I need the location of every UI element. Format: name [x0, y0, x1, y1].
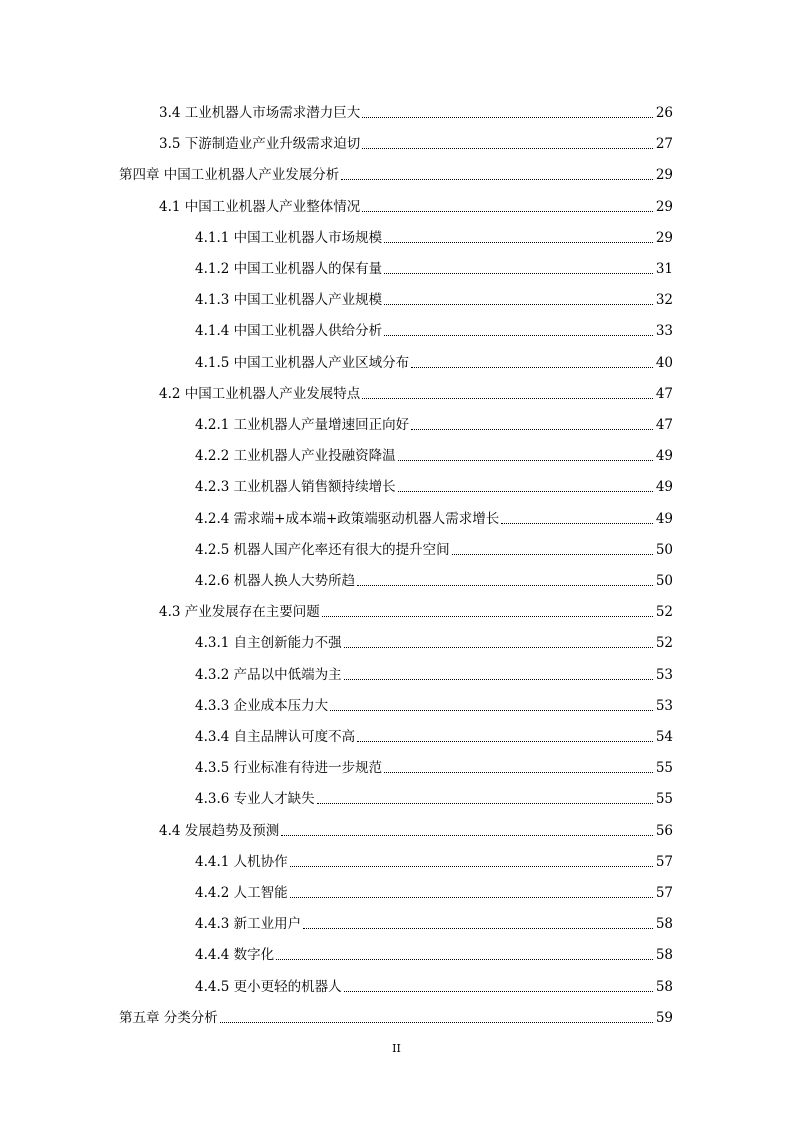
toc-entry[interactable]	[159, 131, 673, 153]
toc-entry-page: 55	[655, 791, 673, 808]
toc-entry-title: 4.2.1 工业机器人产量增速回正向好	[195, 417, 410, 433]
toc-dot-leader	[341, 179, 653, 180]
toc-dot-leader	[220, 1022, 653, 1023]
toc-entry[interactable]	[195, 974, 673, 996]
toc-dot-leader	[411, 367, 653, 368]
toc-entry-title: 4.1.2 中国工业机器人的保有量	[195, 261, 383, 277]
toc-entry[interactable]	[195, 911, 673, 933]
toc-entry-title: 4.1.4 中国工业机器人供给分析	[195, 323, 383, 340]
toc-entry-page: 53	[655, 666, 673, 683]
toc-entry-page: 58	[655, 916, 673, 933]
toc-entry[interactable]	[195, 318, 673, 340]
toc-entry-page: 53	[655, 697, 673, 714]
toc-entry-title: 第四章 中国工业机器人产业发展分析	[119, 167, 340, 184]
toc-entry-page: 49	[655, 448, 673, 465]
toc-entry-title: 4.4.2 人工智能	[195, 885, 288, 901]
toc-entry-page: 49	[655, 479, 673, 496]
toc-entry-page: 29	[655, 167, 673, 184]
toc-entry-page: 49	[655, 510, 673, 527]
toc-dot-leader	[384, 242, 653, 243]
toc-entry-title: 4.1.1 中国工业机器人市场规模	[195, 229, 383, 246]
toc-entry-page: 29	[655, 198, 673, 215]
toc-dot-leader	[344, 991, 653, 992]
toc-entry-title: 3.5 下游制造业产业升级需求迫切	[159, 136, 361, 153]
toc-entry-title: 4.1.3 中国工业机器人产业规模	[195, 292, 383, 309]
toc-dot-leader	[362, 117, 653, 118]
toc-dot-leader	[384, 304, 653, 305]
toc-entry-page: 54	[655, 729, 673, 745]
toc-entry-title: 4.2 中国工业机器人产业发展特点	[159, 385, 361, 402]
toc-entry[interactable]	[195, 880, 673, 902]
toc-entry[interactable]	[195, 724, 673, 746]
toc-entry[interactable]	[195, 537, 673, 559]
toc-entry-title: 4.3.2 产品以中低端为主	[195, 666, 342, 683]
toc-entry[interactable]	[119, 1005, 673, 1027]
toc-entry-title: 3.4 工业机器人市场需求潜力巨大	[159, 105, 361, 121]
toc-entry-title: 4.2.2 工业机器人产业投融资降温	[195, 448, 396, 465]
toc-dot-leader	[398, 460, 653, 461]
toc-dot-leader	[317, 803, 653, 804]
toc-entry[interactable]	[195, 506, 673, 528]
toc-dot-leader	[276, 959, 653, 960]
toc-entry-title: 4.4.4 数字化	[195, 947, 275, 964]
toc-entry-title: 第五章 分类分析	[119, 1009, 218, 1026]
toc-entry-title: 4.2.3 工业机器人销售额持续增长	[195, 479, 396, 496]
toc-entry-page: 27	[655, 136, 673, 153]
toc-entry-page: 50	[655, 541, 673, 558]
toc-entry-page: 55	[655, 760, 673, 777]
toc-entry[interactable]	[159, 381, 673, 403]
toc-entry-page: 59	[655, 1009, 673, 1026]
toc-entry[interactable]	[195, 287, 673, 309]
toc-entry-title: 4.4.3 新工业用户	[195, 916, 302, 933]
toc-dot-leader	[322, 616, 653, 617]
toc-dot-leader	[384, 335, 653, 336]
toc-entry-title: 4.1.5 中国工业机器人产业区域分布	[195, 354, 410, 371]
toc-entry-page: 56	[655, 822, 673, 839]
toc-entry-page: 31	[655, 261, 673, 277]
toc-dot-leader	[384, 772, 653, 773]
toc-dot-leader	[357, 741, 653, 742]
toc-entry-title: 4.2.4 需求端+成本端+政策端驱动机器人需求增长	[195, 510, 500, 527]
toc-entry-page: 58	[655, 947, 673, 964]
toc-entry-title: 4.1 中国工业机器人产业整体情况	[159, 198, 361, 215]
toc-entry-title: 4.3.5 行业标准有待进一步规范	[195, 760, 383, 777]
toc-entry-page: 52	[655, 604, 673, 621]
toc-entry[interactable]	[195, 693, 673, 715]
toc-entry-title: 4.3 产业发展存在主要问题	[159, 604, 320, 621]
toc-entry[interactable]	[195, 755, 673, 777]
toc-entry-title: 4.3.6 专业人才缺失	[195, 791, 315, 808]
toc-dot-leader	[281, 835, 653, 836]
toc-entry-title: 4.4.5 更小更轻的机器人	[195, 978, 342, 995]
toc-entry-page: 29	[655, 229, 673, 246]
toc-entry[interactable]	[195, 630, 673, 652]
toc-entry-title: 4.2.5 机器人国产化率还有很大的提升空间	[195, 541, 450, 558]
toc-entry-title: 4.4 发展趋势及预测	[159, 822, 280, 839]
toc-dot-leader	[411, 429, 653, 430]
toc-dot-leader	[362, 148, 653, 149]
toc-dot-leader	[344, 647, 653, 648]
toc-entry-page: 40	[655, 354, 673, 371]
toc-dot-leader	[330, 710, 653, 711]
toc-entry[interactable]	[195, 849, 673, 871]
toc-dot-leader	[398, 491, 653, 492]
toc-entry-page: 47	[655, 417, 673, 433]
toc-dot-leader	[344, 679, 653, 680]
toc-entry-page: 58	[655, 978, 673, 995]
toc-dot-leader	[362, 398, 653, 399]
toc-entry[interactable]	[195, 443, 673, 465]
page-number: II	[392, 1042, 401, 1055]
toc-entry[interactable]	[195, 662, 673, 684]
toc-dot-leader	[384, 273, 653, 274]
toc-entry-page: 32	[655, 292, 673, 309]
toc-entry-page: 57	[655, 853, 673, 870]
toc-entry[interactable]	[195, 474, 673, 496]
toc-entry-page: 26	[655, 105, 673, 121]
toc-entry[interactable]	[159, 100, 673, 122]
toc-entry-title: 4.4.1 人机协作	[195, 853, 288, 870]
toc-entry-page: 50	[655, 573, 673, 589]
toc-entry-page: 57	[655, 885, 673, 901]
toc-entry[interactable]	[119, 162, 673, 184]
toc-entry-title: 4.2.6 机器人换人大势所趋	[195, 573, 356, 589]
toc-entry[interactable]	[159, 599, 673, 621]
toc-entry[interactable]	[195, 412, 673, 434]
toc-entry[interactable]	[195, 568, 673, 590]
toc-dot-leader	[357, 585, 653, 586]
toc-entry-title: 4.3.1 自主创新能力不强	[195, 635, 342, 652]
toc-entry[interactable]	[195, 786, 673, 808]
toc-entry-title: 4.3.3 企业成本压力大	[195, 697, 329, 714]
toc-entry[interactable]	[195, 225, 673, 247]
toc-entry[interactable]	[159, 818, 673, 840]
toc-dot-leader	[452, 554, 653, 555]
toc-entry[interactable]	[159, 194, 673, 216]
toc-entry[interactable]	[195, 256, 673, 278]
toc-dot-leader	[303, 928, 653, 929]
toc-dot-leader	[290, 897, 653, 898]
toc-dot-leader	[362, 211, 653, 212]
toc-entry[interactable]	[195, 350, 673, 372]
toc-entry-page: 52	[655, 635, 673, 652]
toc-entry[interactable]	[195, 942, 673, 964]
toc-entry-page: 33	[655, 323, 673, 340]
toc-dot-leader	[290, 866, 653, 867]
toc-entry-title: 4.3.4 自主品牌认可度不高	[195, 729, 356, 745]
toc-dot-leader	[501, 523, 653, 524]
toc-entry-page: 47	[655, 385, 673, 402]
